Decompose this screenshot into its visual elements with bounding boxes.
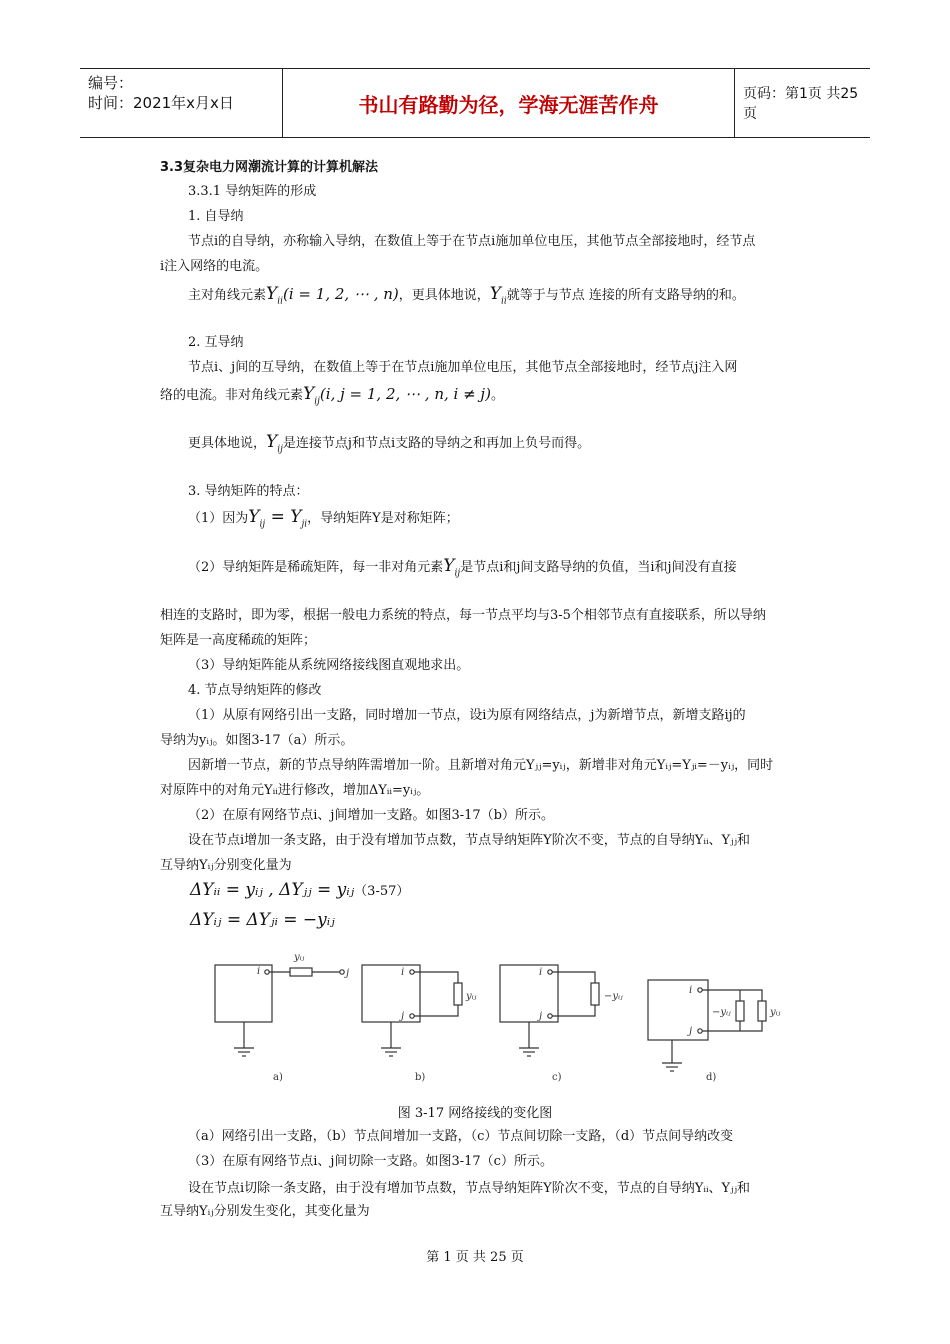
- svg-text:−yᵢⱼ: −yᵢⱼ: [712, 1007, 731, 1018]
- item4-para1: （1）从原有网络引出一支路，同时增加一节点，设i为原有网络结点，j为新增节点，新增支路ij的: [188, 708, 746, 723]
- svg-text:i: i: [689, 985, 693, 996]
- number-label: 编号：: [88, 74, 134, 92]
- item4-title: 4. 节点导纳矩阵的修改: [188, 683, 322, 698]
- date-label: 时间：2021年x月x日: [88, 94, 234, 112]
- item3-point2-end: 矩阵是一高度稀疏的矩阵；: [160, 633, 317, 648]
- svg-text:yᵢⱼ: yᵢⱼ: [466, 991, 477, 1002]
- item4-para4: 设在节点i增加一条支路，由于没有增加节点数，节点导纳矩阵Y阶次不变，节点的自导纳Yᵢᵢ、Yⱼⱼ和: [188, 833, 751, 848]
- svg-text:j: j: [539, 1011, 543, 1022]
- y-ii-symbol-2: $Y_{ii}$: [489, 284, 507, 307]
- svg-text:d): d): [706, 1072, 717, 1083]
- header-motto: 书山有路勤为径，学海无涯苦作舟: [282, 69, 735, 137]
- svg-text:i: i: [539, 967, 543, 978]
- header-meta: [80, 69, 282, 137]
- item3-point3: （3）导纳矩阵能从系统网络接线图直观地求出。: [188, 658, 470, 673]
- svg-text:−yᵢⱼ: −yᵢⱼ: [604, 991, 623, 1002]
- svg-text:c): c): [552, 1072, 562, 1083]
- item4-para6-cont: 互导纳Yᵢⱼ分别发生变化，其变化量为: [160, 1204, 370, 1219]
- figure-caption: 图 3-17 网络接线的变化图: [397, 1106, 553, 1121]
- item2-para: 节点i、j间的互导纳，在数值上等于在节点i施加单位电压，其他节点全部接地时，经节点j注入网: [188, 360, 738, 375]
- svg-text:a): a): [273, 1072, 283, 1083]
- item4-para2: 因新增一节点，新的节点导纳阵需增加一阶。且新增对角元Yⱼⱼ=yᵢⱼ，新增非对角元Yᵢⱼ=Yⱼᵢ=－yᵢⱼ，同时: [188, 758, 774, 773]
- svg-text:yᵢⱼ: yᵢⱼ: [294, 952, 305, 963]
- item4-para1-cont: 导纳为yᵢⱼ。如图3-17（a）所示。: [160, 733, 354, 748]
- item3-point2-cont: 相连的支路时，即为零，根据一般电力系统的特点，每一节点平均与3-5个相邻节点有直接联系，所以导纳: [160, 608, 766, 623]
- page-header: [80, 68, 870, 138]
- item2-title: 2. 互导纳: [188, 335, 244, 350]
- circuit-figure-3-17: [200, 945, 800, 1095]
- item2-para-2: 更具体地说，$Y_{ij}$是连接节点j和节点i支路的导纳之和再加上负号而得。: [188, 432, 591, 455]
- subsection-title: 3.3.1 导纳矩阵的形成: [188, 184, 317, 199]
- y-ii-symbol: $Y_{ii}$: [266, 284, 284, 307]
- header-page-label: 页码：第1页 共25页: [743, 86, 859, 122]
- item4-para5: （3）在原有网络节点i、j间切除一支路。如图3-17（c）所示。: [188, 1154, 553, 1169]
- item4-para6: 设在节点i切除一条支路，由于没有增加节点数，节点导纳矩阵Y阶次不变，节点的自导纳Yᵢᵢ、Yⱼⱼ和: [188, 1181, 751, 1196]
- item4-para3: （2）在原有网络节点i、j间增加一支路。如图3-17（b）所示。: [188, 808, 554, 823]
- equation-2: ΔYᵢⱼ = ΔYⱼᵢ = −yᵢⱼ: [190, 910, 335, 930]
- item4-para4-cont: 互导纳Yᵢⱼ分别变化量为: [160, 858, 292, 873]
- item1-formula-line: 主对角线元素$Y_{ii}(i = 1$, 2, ⋯ , n)，更具体地说，$Y_{ii}$就等于与节点 连接的所有支路导纳的和。: [188, 284, 745, 307]
- item3-title: 3. 导纳矩阵的特点：: [188, 484, 309, 499]
- item1-para-cont: i注入网络的电流。: [160, 259, 269, 274]
- svg-text:yᵢⱼ: yᵢⱼ: [770, 1007, 781, 1018]
- item1-title: 1. 自导纳: [188, 209, 244, 224]
- item2-formula-line: 络的电流。非对角线元素$Y_{ij}(i$, j = 1, 2, ⋯ , n, i ≠ j)。: [160, 384, 504, 407]
- item4-para2-cont: 对原阵中的对角元Yᵢᵢ进行修改，增加ΔYᵢᵢ=yᵢⱼ。: [160, 783, 430, 798]
- section-title: 3.3复杂电力网潮流计算的计算机解法: [160, 160, 379, 175]
- item3-point1: （1）因为$Y_{ij} = Y_{ji}$，导纳矩阵Y是对称矩阵；: [188, 507, 459, 530]
- svg-text:b): b): [415, 1072, 426, 1083]
- item1-para: 节点i的自导纳，亦称输入导纳，在数值上等于在节点i施加单位电压，其他节点全部接地时，经节点: [188, 234, 756, 249]
- svg-text:j: j: [401, 1011, 405, 1022]
- svg-text:i: i: [257, 966, 261, 977]
- svg-text:j: j: [689, 1026, 693, 1037]
- network-box-a: [215, 965, 272, 1022]
- item3-point2: （2）导纳矩阵是稀疏矩阵，每一非对角元素$Y_{ij}$是节点i和j间支路导纳的负值，当i和j间没有直接: [188, 556, 737, 579]
- page-footer: 第 1 页 共 25 页: [426, 1250, 524, 1265]
- svg-text:j: j: [346, 968, 350, 979]
- figure-legend: （a）网络引出一支路，（b）节点间增加一支路，（c）节点间切除一支路，（d）节点间导纳改变: [188, 1129, 734, 1144]
- svg-text:i: i: [401, 967, 405, 978]
- equation-1: ΔYᵢᵢ = yᵢⱼ , ΔYⱼⱼ = yᵢⱼ（3-57）: [190, 880, 410, 900]
